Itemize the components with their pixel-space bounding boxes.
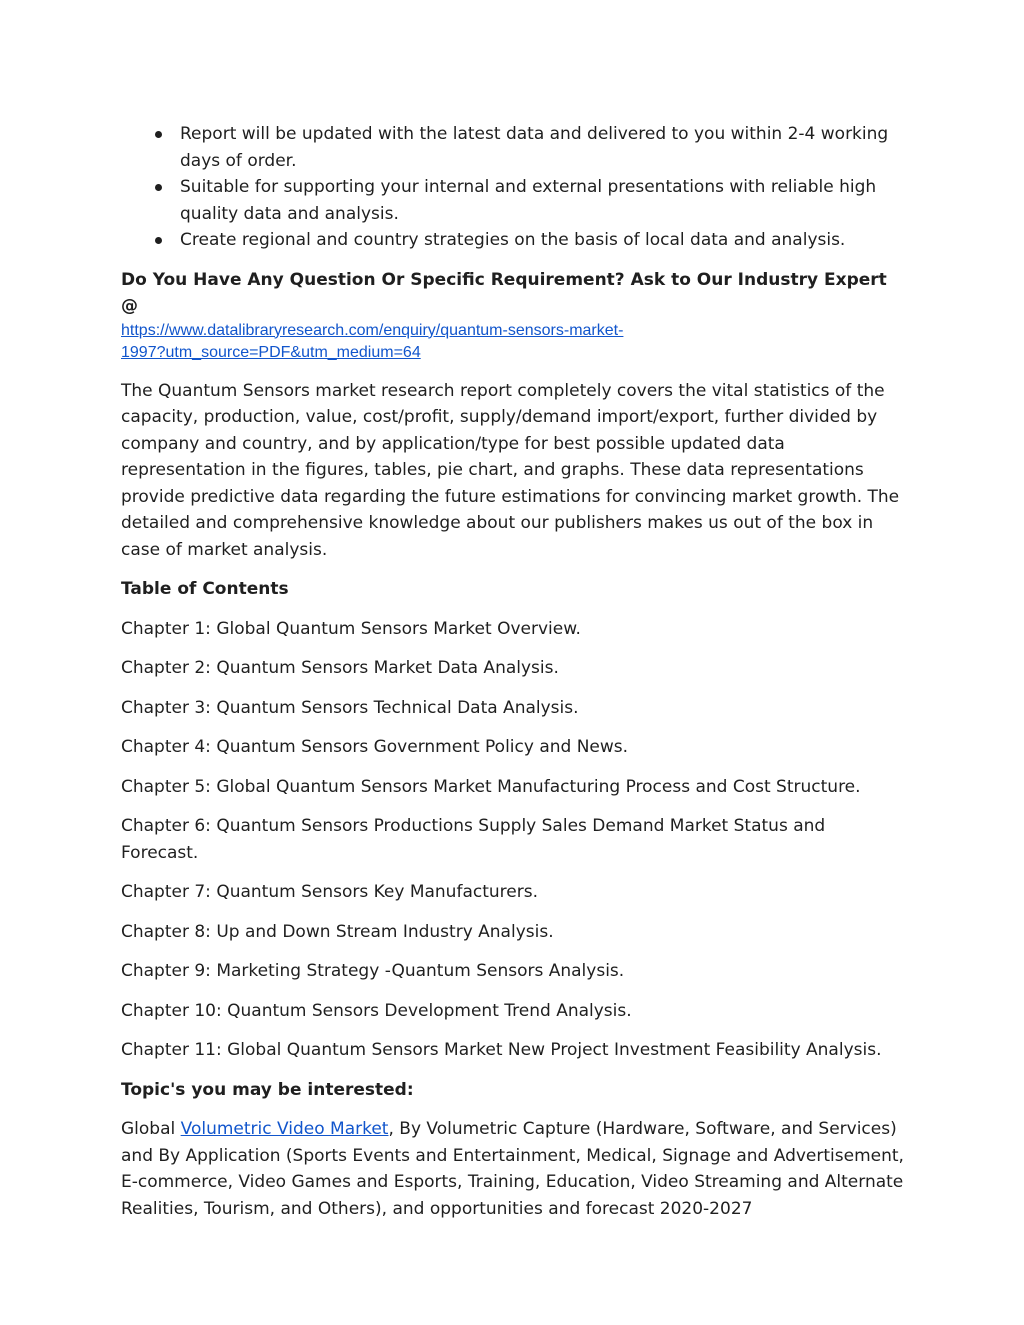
topics-heading: Topic's you may be interested:: [121, 1079, 414, 1100]
toc-chapter: Chapter 8: Up and Down Stream Industry Analysis.: [121, 921, 554, 942]
toc-chapter: Chapter 1: Global Quantum Sensors Market Overview.: [121, 618, 581, 639]
bullet-item: Report will be updated with the latest data and delivered to you within 2-4 working days of order.: [121, 121, 906, 174]
document-page: [121, 121, 906, 1222]
toc-chapter: Chapter 2: Quantum Sensors Market Data Analysis.: [121, 658, 559, 678]
toc-chapter: Chapter 9: Marketing Strategy -Quantum Sensors Analysis.: [121, 961, 625, 981]
enquiry-link-line2: 1997?utm_source=PDF&utm_medium=64: [121, 343, 421, 361]
toc-chapter: Chapter 6: Quantum Sensors Productions Supply Sales Demand Market Status and Forecast.: [121, 816, 826, 863]
toc-chapter: Chapter 4: Quantum Sensors Government Policy and News.: [121, 737, 629, 757]
toc-chapter: Chapter 5: Global Quantum Sensors Market Manufacturing Process and Cost Structure.: [121, 776, 861, 797]
bullet-item: Create regional and country strategies on the basis of local data and analysis.: [121, 227, 906, 254]
question-heading: Do You Have Any Question Or Specific Requirement? Ask to Our Industry Expert @: [121, 269, 887, 316]
enquiry-link[interactable]: [121, 320, 906, 364]
toc-chapter: Chapter 10: Quantum Sensors Development Trend Analysis.: [121, 1000, 632, 1021]
toc-chapter: Chapter 11: Global Quantum Sensors Market New Project Investment Feasibility Analysis.: [121, 1040, 882, 1060]
topic-suffix: , By Volumetric Capture (Hardware, Software, and Services) and By Application (Sports Events and Entertainment, Medical, Signage and Advertisement, E-commerce, Video Games and Esports, Training, Education, Video Streaming and Alternate Realities, Tourism, and Others), and opportunities and forecast 2020-2027: [121, 1119, 904, 1219]
toc-heading: Table of Contents: [121, 579, 289, 599]
topic-prefix: Global: [121, 1119, 181, 1139]
volumetric-video-market-link[interactable]: Volumetric Video Market: [180, 1119, 389, 1139]
bullet-item: Suitable for supporting your internal and external presentations with reliable high quality data and analysis.: [121, 174, 906, 227]
feature-bullet-list: [121, 121, 906, 254]
topic-paragraph: [121, 1116, 906, 1222]
report-description: The Quantum Sensors market research report completely covers the vital statistics of the capacity, production, value, cost/profit, supply/demand import/export, further divided by company and country, and by application/type for best possible updated data representation in the figures, tables, pie chart, and graphs. These data representations provide predictive data regarding the future estimations for convincing market growth. The detailed and comprehensive knowledge about our publishers makes us out of the box in case of market analysis.: [121, 380, 900, 560]
toc-chapter: Chapter 7: Quantum Sensors Key Manufacturers.: [121, 882, 538, 902]
toc-list: [121, 616, 906, 1064]
enquiry-link-line1: https://www.datalibraryresearch.com/enquiry/quantum-sensors-market-: [121, 321, 624, 339]
toc-chapter: Chapter 3: Quantum Sensors Technical Data Analysis.: [121, 697, 579, 718]
